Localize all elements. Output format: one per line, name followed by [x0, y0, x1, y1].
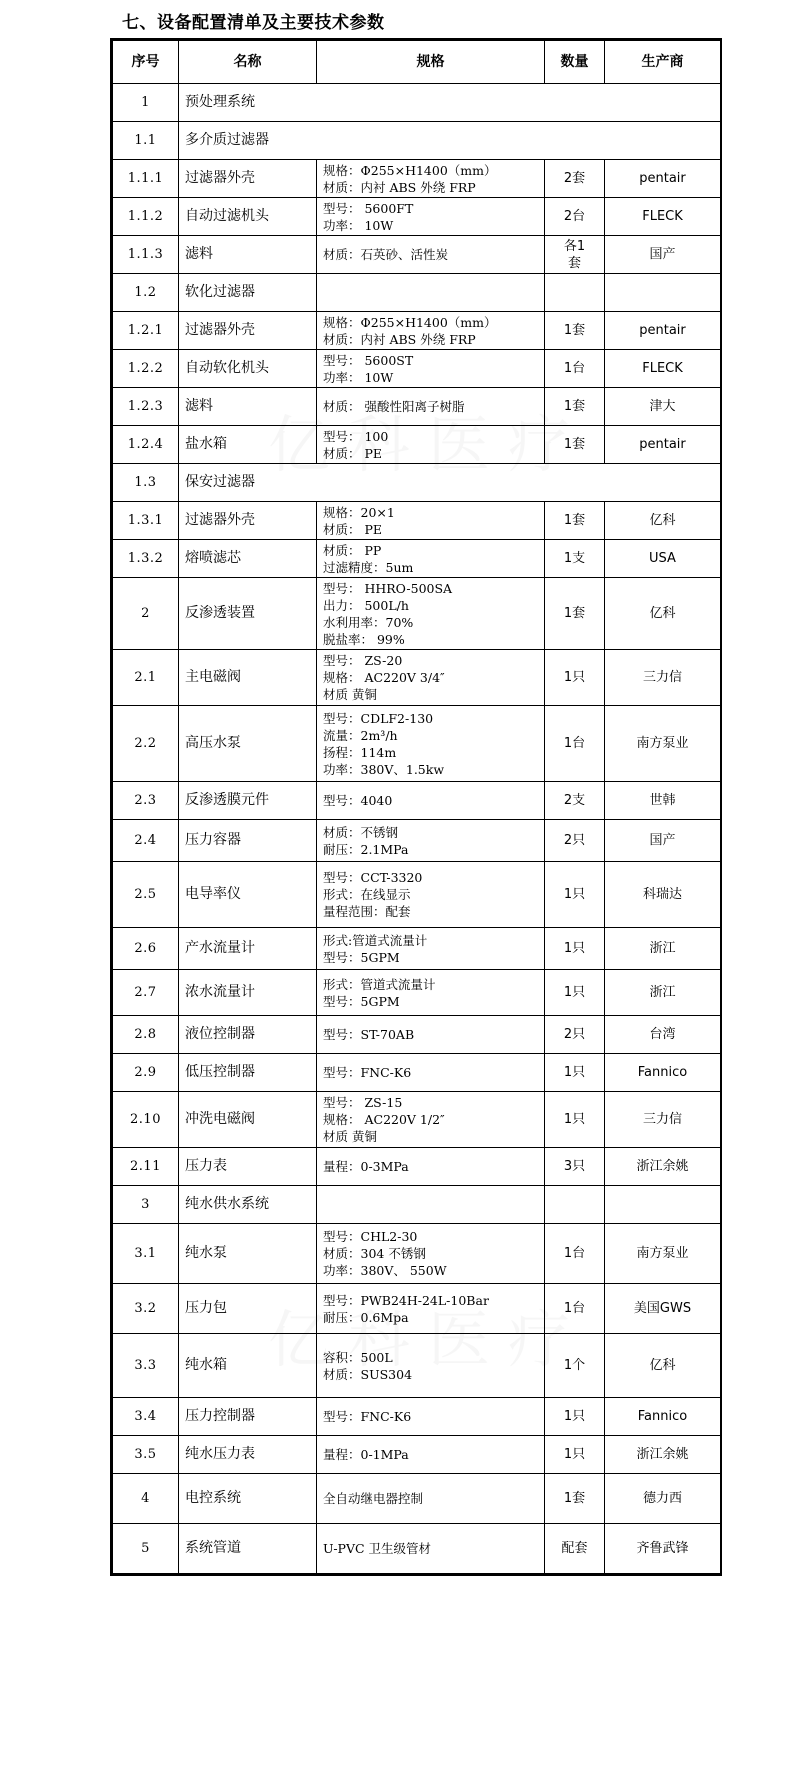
item-quantity [545, 862, 605, 928]
quantity-text: 1台 [563, 736, 586, 751]
item-spec [317, 1092, 545, 1148]
row-number: 2.1 [113, 650, 179, 706]
spec-line: 型号：FNC-K6 [323, 1065, 412, 1080]
table-row [113, 350, 721, 388]
spec-line: 型号：CCT-3320 [323, 870, 423, 885]
spec-line: 形式：在线显示 [323, 887, 411, 902]
table-row [113, 312, 721, 350]
table-header-row [113, 41, 721, 84]
table-row [113, 1334, 721, 1398]
item-manufacturer: 三力信 [605, 1092, 721, 1148]
header-spec: 规格 [317, 41, 545, 84]
spec-line: 型号：4040 [323, 793, 393, 808]
item-name: 滤料 [179, 236, 317, 274]
item-name: 自动过滤机头 [179, 198, 317, 236]
quantity-text: 1只 [563, 1065, 586, 1080]
spec-line: 材质 黄铜 [323, 1129, 377, 1144]
spec-line: 型号：5GPM [323, 993, 400, 1009]
item-name: 过滤器外壳 [179, 312, 317, 350]
item-spec [317, 1474, 545, 1524]
item-manufacturer: USA [605, 540, 721, 578]
item-manufacturer: 三力信 [605, 650, 721, 706]
item-spec [317, 540, 545, 578]
item-spec [317, 1186, 545, 1224]
spec-line: 材质： 强酸性阳离子树脂 [323, 399, 465, 414]
quantity-text: 3只 [563, 1159, 586, 1174]
item-name: 浓水流量计 [179, 970, 317, 1016]
item-spec [317, 1284, 545, 1334]
item-name: 高压水泵 [179, 706, 317, 782]
item-manufacturer: 亿科 [605, 578, 721, 650]
item-name: 压力容器 [179, 820, 317, 862]
row-number: 2.7 [113, 970, 179, 1016]
item-spec [317, 1016, 545, 1054]
quantity-text: 2套 [563, 171, 586, 186]
item-spec [317, 198, 545, 236]
item-spec [317, 1436, 545, 1474]
table-row [113, 122, 721, 160]
quantity-text: 1只 [563, 887, 586, 902]
item-name: 液位控制器 [179, 1016, 317, 1054]
row-number: 3 [113, 1186, 179, 1224]
item-spec [317, 502, 545, 540]
item-spec [317, 388, 545, 426]
spec-line: 型号： 5600FT [323, 200, 414, 216]
row-number: 3.3 [113, 1334, 179, 1398]
item-name: 自动软化机头 [179, 350, 317, 388]
row-number: 1.1.3 [113, 236, 179, 274]
spec-line: 型号： HHRO-500SA [323, 580, 453, 596]
table-row [113, 1092, 721, 1148]
spec-line: 型号： 5600ST [323, 352, 414, 368]
spec-line: 材质：304 不锈钢 [323, 1246, 426, 1261]
item-name: 压力包 [179, 1284, 317, 1334]
item-manufacturer: FLECK [605, 198, 721, 236]
item-spec [317, 862, 545, 928]
row-number: 3.2 [113, 1284, 179, 1334]
header-no: 序号 [113, 41, 179, 84]
header-manufacturer: 生产商 [605, 41, 721, 84]
row-number: 2.3 [113, 782, 179, 820]
table-row [113, 388, 721, 426]
table-row [113, 970, 721, 1016]
item-manufacturer: 美国GWS [605, 1284, 721, 1334]
spec-line: 容积：500L [323, 1349, 393, 1365]
item-name: 冲洗电磁阀 [179, 1092, 317, 1148]
item-manufacturer: 台湾 [605, 1016, 721, 1054]
item-name: 滤料 [179, 388, 317, 426]
row-number: 1.3.1 [113, 502, 179, 540]
item-manufacturer: 齐鲁武锋 [605, 1524, 721, 1574]
table-row [113, 1524, 721, 1574]
spec-line: 规格：20×1 [323, 504, 395, 520]
quantity-text: 1套 [563, 323, 586, 338]
spec-line: 功率：380V、 550W [323, 1263, 447, 1278]
table-row [113, 706, 721, 782]
item-spec [317, 236, 545, 274]
item-quantity [545, 650, 605, 706]
quantity-text: 配套 [561, 1541, 588, 1556]
row-number: 3.5 [113, 1436, 179, 1474]
row-number: 1.2.2 [113, 350, 179, 388]
item-name: 多介质过滤器 [179, 122, 721, 160]
quantity-text: 各1 [563, 238, 586, 254]
table-row [113, 540, 721, 578]
spec-line: 出力： 500L/h [323, 597, 409, 613]
spec-line: 材质：内衬 ABS 外绕 FRP [323, 331, 476, 347]
row-number: 2.10 [113, 1092, 179, 1148]
table-row [113, 160, 721, 198]
item-name: 过滤器外壳 [179, 160, 317, 198]
item-quantity [545, 198, 605, 236]
row-number: 1 [113, 84, 179, 122]
item-manufacturer: 浙江 [605, 928, 721, 970]
item-manufacturer: 南方泵业 [605, 706, 721, 782]
table-row [113, 650, 721, 706]
spec-line: 材质： PP [323, 542, 382, 558]
item-quantity [545, 1016, 605, 1054]
item-spec [317, 928, 545, 970]
spec-line: 型号： ZS-20 [323, 653, 403, 668]
item-quantity [545, 1092, 605, 1148]
quantity-text: 1台 [563, 1301, 586, 1316]
item-name: 产水流量计 [179, 928, 317, 970]
item-quantity [545, 350, 605, 388]
quantity-text: 1只 [563, 670, 586, 685]
table-row [113, 1148, 721, 1186]
quantity-text: 2只 [563, 1027, 586, 1042]
spec-line: 型号： 100 [323, 428, 389, 444]
item-manufacturer [605, 1186, 721, 1224]
item-spec [317, 426, 545, 464]
item-spec [317, 578, 545, 650]
item-quantity [545, 1436, 605, 1474]
table-row [113, 236, 721, 274]
spec-line: 型号：CHL2-30 [323, 1229, 418, 1244]
row-number: 1.1.1 [113, 160, 179, 198]
row-number: 2.2 [113, 706, 179, 782]
spec-line: 功率： 10W [323, 369, 394, 385]
quantity-text: 1套 [563, 606, 586, 621]
row-number: 2.11 [113, 1148, 179, 1186]
table-body [113, 84, 721, 1574]
header-qty: 数量 [545, 41, 605, 84]
row-number: 1.1 [113, 122, 179, 160]
item-spec [317, 1224, 545, 1284]
item-name: 盐水箱 [179, 426, 317, 464]
quantity-text: 1台 [563, 1246, 586, 1261]
item-name: 保安过滤器 [179, 464, 721, 502]
header-name: 名称 [179, 41, 317, 84]
table-row [113, 1284, 721, 1334]
table-row [113, 1016, 721, 1054]
item-spec [317, 1148, 545, 1186]
table-row [113, 928, 721, 970]
item-name: 反渗透膜元件 [179, 782, 317, 820]
item-name: 纯水泵 [179, 1224, 317, 1284]
item-quantity [545, 160, 605, 198]
spec-line: 规格： AC220V 1/2″ [323, 1112, 445, 1127]
spec-line: 型号：ST-70AB [323, 1027, 415, 1042]
spec-line: 流量：2m³/h [323, 727, 398, 743]
item-manufacturer: 浙江余姚 [605, 1148, 721, 1186]
table-row [113, 198, 721, 236]
spec-line: 材质：内衬 ABS 外绕 FRP [323, 179, 476, 195]
spec-line: 功率： 10W [323, 217, 394, 233]
item-quantity [545, 578, 605, 650]
item-spec [317, 274, 545, 312]
item-quantity [545, 426, 605, 464]
row-number: 1.2.1 [113, 312, 179, 350]
item-spec [317, 1398, 545, 1436]
row-number: 2.9 [113, 1054, 179, 1092]
item-name: 预处理系统 [179, 84, 721, 122]
item-manufacturer: 南方泵业 [605, 1224, 721, 1284]
equipment-table [112, 40, 721, 1574]
item-quantity [545, 540, 605, 578]
item-quantity [545, 706, 605, 782]
item-quantity [545, 388, 605, 426]
row-number: 2.6 [113, 928, 179, 970]
row-number: 1.2 [113, 274, 179, 312]
item-quantity [545, 1474, 605, 1524]
item-name: 低压控制器 [179, 1054, 317, 1092]
quantity-text: 1只 [563, 985, 586, 1000]
item-spec [317, 1334, 545, 1398]
spec-line: 耐压：2.1MPa [323, 841, 409, 857]
spec-line: 水利用率：70% [323, 614, 414, 630]
item-manufacturer: 亿科 [605, 502, 721, 540]
spec-line: 型号：PWB24H-24L-10Bar [323, 1292, 489, 1308]
item-manufacturer: pentair [605, 312, 721, 350]
table-row [113, 782, 721, 820]
row-number: 4 [113, 1474, 179, 1524]
table-row [113, 1186, 721, 1224]
quantity-text: 2台 [563, 209, 586, 224]
row-number: 2.8 [113, 1016, 179, 1054]
spec-line: 型号：FNC-K6 [323, 1409, 412, 1424]
quantity-text: 1个 [563, 1358, 586, 1373]
item-quantity [545, 820, 605, 862]
item-quantity [545, 1524, 605, 1574]
item-name: 过滤器外壳 [179, 502, 317, 540]
spec-line: 功率：380V、1.5kw [323, 761, 445, 777]
quantity-text: 1套 [563, 399, 586, 414]
row-number: 2.5 [113, 862, 179, 928]
item-spec [317, 312, 545, 350]
item-spec [317, 1524, 545, 1574]
spec-line: 全自动继电器控制 [323, 1491, 424, 1506]
item-quantity [545, 312, 605, 350]
item-name: 压力表 [179, 1148, 317, 1186]
table-row [113, 1054, 721, 1092]
item-manufacturer: 浙江余姚 [605, 1436, 721, 1474]
quantity-text: 1台 [563, 361, 586, 376]
item-spec [317, 350, 545, 388]
quantity-text: 1只 [563, 1112, 586, 1127]
spec-line: 型号：CDLF2-130 [323, 710, 434, 726]
item-manufacturer: 亿科 [605, 1334, 721, 1398]
spec-line: 规格：Φ255×H1400（mm） [323, 314, 497, 330]
spec-line: 材质 黄铜 [323, 687, 377, 702]
item-quantity [545, 1398, 605, 1436]
spec-line: 材质： PE [323, 445, 383, 461]
item-manufacturer: 世韩 [605, 782, 721, 820]
table-row [113, 426, 721, 464]
row-number: 2.4 [113, 820, 179, 862]
quantity-text: 1只 [563, 941, 586, 956]
item-spec [317, 782, 545, 820]
item-quantity [545, 274, 605, 312]
row-number: 3.1 [113, 1224, 179, 1284]
spec-line: 扬程：114m [323, 744, 397, 760]
item-spec [317, 970, 545, 1016]
item-manufacturer: Fannico [605, 1398, 721, 1436]
item-spec [317, 706, 545, 782]
equipment-table-frame [110, 38, 722, 1576]
spec-line: 量程：0-3MPa [323, 1159, 409, 1174]
item-spec [317, 650, 545, 706]
item-spec [317, 160, 545, 198]
item-spec [317, 820, 545, 862]
item-name: 纯水箱 [179, 1334, 317, 1398]
item-quantity [545, 1334, 605, 1398]
row-number: 3.4 [113, 1398, 179, 1436]
row-number: 1.3 [113, 464, 179, 502]
spec-line: 形式：管道式流量计 [323, 976, 436, 992]
item-quantity [545, 1224, 605, 1284]
spec-line: 脱盐率： 99% [323, 631, 405, 647]
item-name: 压力控制器 [179, 1398, 317, 1436]
spec-line: 耐压：0.6Mpa [323, 1309, 409, 1325]
item-name: 电导率仪 [179, 862, 317, 928]
table-row [113, 84, 721, 122]
quantity-text: 1套 [563, 437, 586, 452]
item-manufacturer: Fannico [605, 1054, 721, 1092]
item-manufacturer: pentair [605, 426, 721, 464]
item-quantity [545, 1054, 605, 1092]
spec-line: U-PVC 卫生级管材 [323, 1541, 432, 1556]
quantity-text: 1套 [563, 1491, 586, 1506]
item-manufacturer: pentair [605, 160, 721, 198]
table-row [113, 464, 721, 502]
item-quantity [545, 928, 605, 970]
quantity-text: 2支 [563, 793, 586, 808]
item-spec [317, 1054, 545, 1092]
item-name: 主电磁阀 [179, 650, 317, 706]
row-number: 1.3.2 [113, 540, 179, 578]
item-quantity [545, 1284, 605, 1334]
item-quantity [545, 782, 605, 820]
item-manufacturer: 浙江 [605, 970, 721, 1016]
item-quantity [545, 502, 605, 540]
item-manufacturer: 国产 [605, 236, 721, 274]
page-heading: 七、设备配置清单及主要技术参数 [122, 13, 385, 33]
item-name: 纯水供水系统 [179, 1186, 317, 1224]
item-manufacturer: FLECK [605, 350, 721, 388]
item-quantity [545, 970, 605, 1016]
table-row [113, 274, 721, 312]
table-row [113, 862, 721, 928]
item-name: 纯水压力表 [179, 1436, 317, 1474]
item-quantity [545, 1186, 605, 1224]
item-name: 软化过滤器 [179, 274, 317, 312]
item-manufacturer: 科瑞达 [605, 862, 721, 928]
table-row [113, 578, 721, 650]
item-quantity [545, 236, 605, 274]
quantity-text: 1只 [563, 1409, 586, 1424]
spec-line: 量程范围：配套 [323, 904, 411, 919]
item-name: 系统管道 [179, 1524, 317, 1574]
row-number: 5 [113, 1524, 179, 1574]
item-manufacturer: 津大 [605, 388, 721, 426]
spec-line: 过滤精度：5um [323, 559, 414, 575]
item-name: 熔喷滤芯 [179, 540, 317, 578]
quantity-text: 2只 [563, 833, 586, 848]
spec-line: 型号：5GPM [323, 949, 400, 965]
row-number: 2 [113, 578, 179, 650]
spec-line: 材质：SUS304 [323, 1366, 413, 1382]
row-number: 1.2.4 [113, 426, 179, 464]
row-number: 1.1.2 [113, 198, 179, 236]
quantity-text: 套 [567, 255, 581, 271]
row-number: 1.2.3 [113, 388, 179, 426]
spec-line: 型号： ZS-15 [323, 1095, 403, 1110]
item-quantity [545, 1148, 605, 1186]
item-manufacturer [605, 274, 721, 312]
table-row [113, 820, 721, 862]
spec-line: 形式:管道式流量计 [323, 932, 428, 948]
item-name: 电控系统 [179, 1474, 317, 1524]
spec-line: 材质：石英砂、活性炭 [323, 247, 449, 262]
spec-line: 规格： AC220V 3/4″ [323, 670, 445, 685]
table-row [113, 1436, 721, 1474]
spec-line: 材质：不锈钢 [323, 824, 399, 840]
item-manufacturer: 国产 [605, 820, 721, 862]
spec-line: 量程：0-1MPa [323, 1447, 409, 1462]
table-row [113, 1474, 721, 1524]
table-row [113, 1398, 721, 1436]
item-manufacturer: 德力西 [605, 1474, 721, 1524]
table-row [113, 1224, 721, 1284]
spec-line: 规格：Φ255×H1400（mm） [323, 162, 497, 178]
item-name: 反渗透装置 [179, 578, 317, 650]
quantity-text: 1支 [563, 551, 586, 566]
table-row [113, 502, 721, 540]
quantity-text: 1只 [563, 1447, 586, 1462]
quantity-text: 1套 [563, 513, 586, 528]
spec-line: 材质： PE [323, 521, 383, 537]
